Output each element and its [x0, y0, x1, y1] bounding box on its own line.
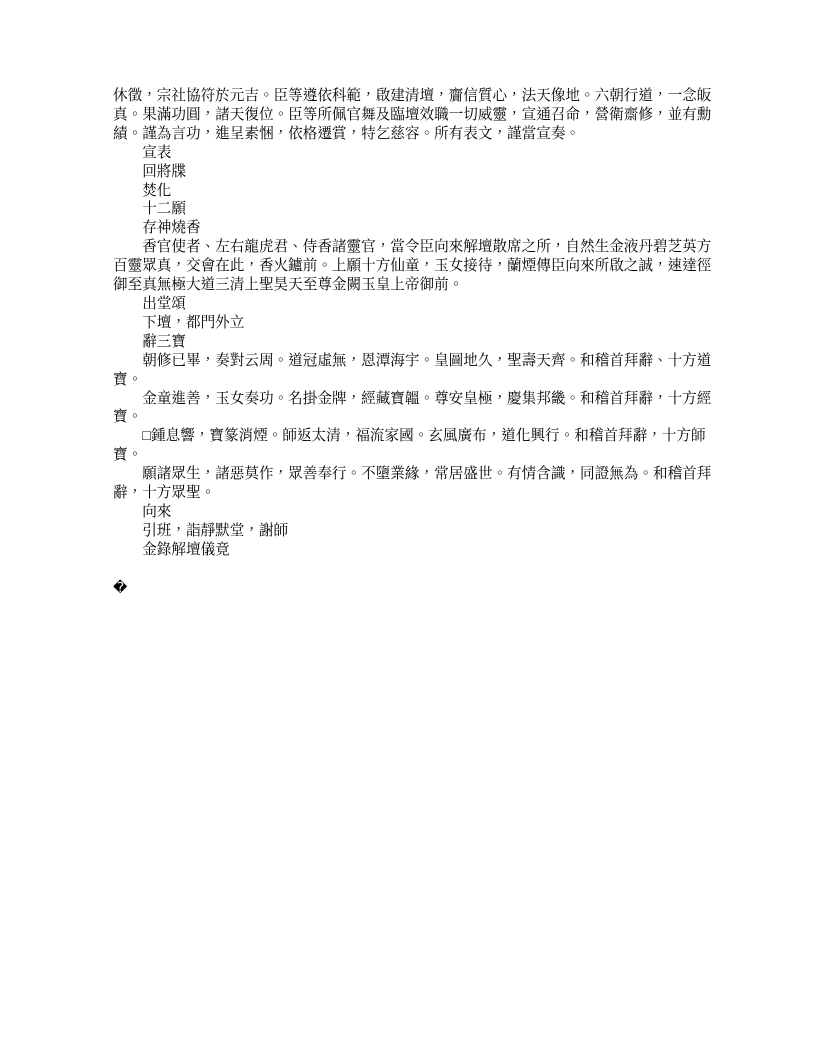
ritual-rubric: 宣表 [142, 144, 172, 161]
ritual-rubric: 回將牒 [142, 163, 186, 180]
ritual-rubric: 焚化 [142, 182, 172, 199]
ritual-rubric: 下壇，都門外立 [142, 314, 245, 331]
ritual-rubric: 辭三寶 [142, 333, 186, 350]
text-paragraph: 願諸眾生，諸惡莫作，眾善奉行。不墮業緣，常居盛世。有情含識，同證無為。和稽首拜辭，十方眾聖。 [113, 466, 712, 502]
text-paragraph: 香官使者、左右龍虎君、侍香諸靈官，當令臣向來解壇散席之所，自然生金液丹碧芝英方百靈眾真，交會在此，香火鑪前。上願十方仙童，玉女接待，蘭煙傳臣向來所啟之誠，速達徑御至真無極大道三清上聖昊天至尊金闕玉皇上帝御前。 [113, 239, 712, 294]
text-paragraph: 金童進善，玉女奏功。名掛金牌，經藏寶韞。尊安皇極，慶集邦畿。和稽首拜辭，十方經寶。 [113, 390, 712, 426]
replacement-character: � [113, 579, 128, 596]
ritual-rubric: 存神燒香 [142, 220, 201, 237]
text-paragraph: 朝修已畢，奏對云周。道冠虛無，恩潭海宇。皇圖地久，聖壽天齊。和稽首拜辭、十方道寶。 [113, 352, 712, 388]
ritual-rubric: 金錄解壇儀竟 [142, 541, 230, 558]
ritual-rubric: 出堂頌 [142, 295, 186, 312]
ritual-rubric: 向來 [142, 503, 172, 520]
text-paragraph: 休徵，宗社協符於元吉。臣等遵依科範，啟建清壇，齎信質心，法天像地。六朝行道，一念皈真。果滿功圓，諸天復位。臣等所佩官舞及臨壇效職一切威靈，宣通召命，營衛齋修，並有勳績。謹為言功，進呈素悃，依格遷賞，特乞慈容。所有表文，謹當宣奏。 [113, 88, 712, 142]
text-paragraph: □鍾息響，寶篆消煙。師返太清，福流家國。玄風廣布，道化興行。和稽首拜辭，十方師寶。 [113, 428, 706, 464]
ritual-rubric: 引班，詣靜默堂，謝師 [142, 522, 289, 539]
ritual-rubric: 十二願 [142, 201, 186, 218]
document-body [113, 87, 715, 597]
